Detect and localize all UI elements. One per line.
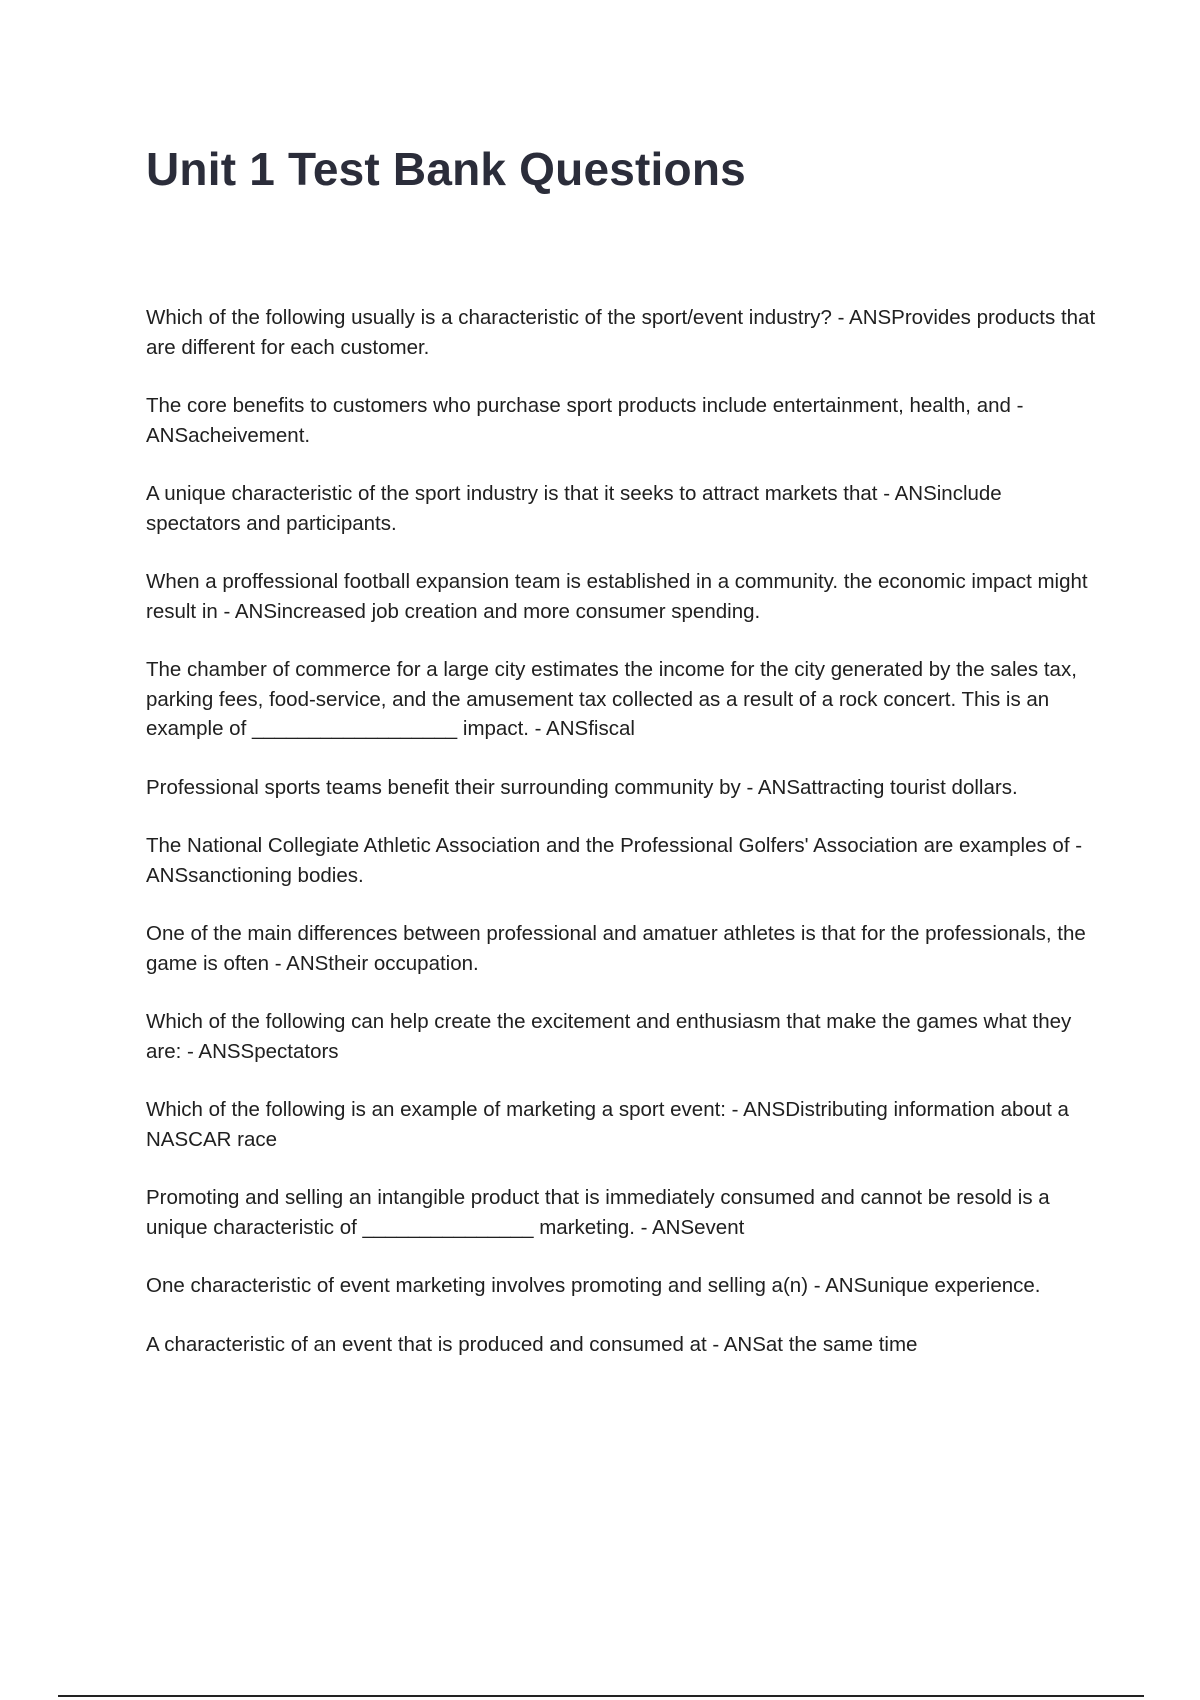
page-title: Unit 1 Test Bank Questions: [146, 143, 746, 195]
question-answer-item: Which of the following usually is a characteristic of the sport/event industry? - ANSProvides products that are different for each customer.: [146, 306, 1096, 359]
question-list: [146, 303, 1096, 1388]
question-answer-item: A characteristic of an event that is produced and consumed at - ANSat the same time: [146, 1332, 918, 1356]
question-answer-item: Professional sports teams benefit their surrounding community by - ANSattracting tourist dollars.: [146, 775, 1018, 799]
question-answer-item: A unique characteristic of the sport industry is that it seeks to attract markets that - ANSinclude spectators and participants.: [146, 482, 1002, 535]
question-answer-item: The chamber of commerce for a large city estimates the income for the city generated by the sales tax, parking fees, food-service, and the amusement tax collected as a result of a rock concert. This is an example of __________________ impact. - ANSfiscal: [146, 658, 1077, 740]
page-divider: [58, 1695, 1144, 1697]
question-answer-item: One characteristic of event marketing involves promoting and selling a(n) - ANSunique experience.: [146, 1274, 1041, 1297]
question-answer-item: Which of the following is an example of marketing a sport event: - ANSDistributing information about a NASCAR race: [146, 1098, 1069, 1151]
question-answer-item: When a proffessional football expansion team is established in a community. the economic impact might result in - ANSincreased job creation and more consumer spending.: [146, 570, 1088, 623]
question-answer-item: Promoting and selling an intangible product that is immediately consumed and cannot be resold is a unique characteristic of _______________ marketing. - ANSevent: [146, 1186, 1050, 1239]
question-answer-item: The National Collegiate Athletic Association and the Professional Golfers' Association are examples of - ANSsanctioning bodies.: [146, 834, 1083, 887]
question-answer-item: One of the main differences between professional and amatuer athletes is that for the professionals, the game is often - ANStheir occupation.: [146, 922, 1086, 975]
question-answer-item: The core benefits to customers who purchase sport products include entertainment, health, and - ANSacheivement.: [146, 394, 1024, 447]
question-answer-item: Which of the following can help create the excitement and enthusiasm that make the games what they are: - ANSSpectators: [146, 1010, 1072, 1063]
